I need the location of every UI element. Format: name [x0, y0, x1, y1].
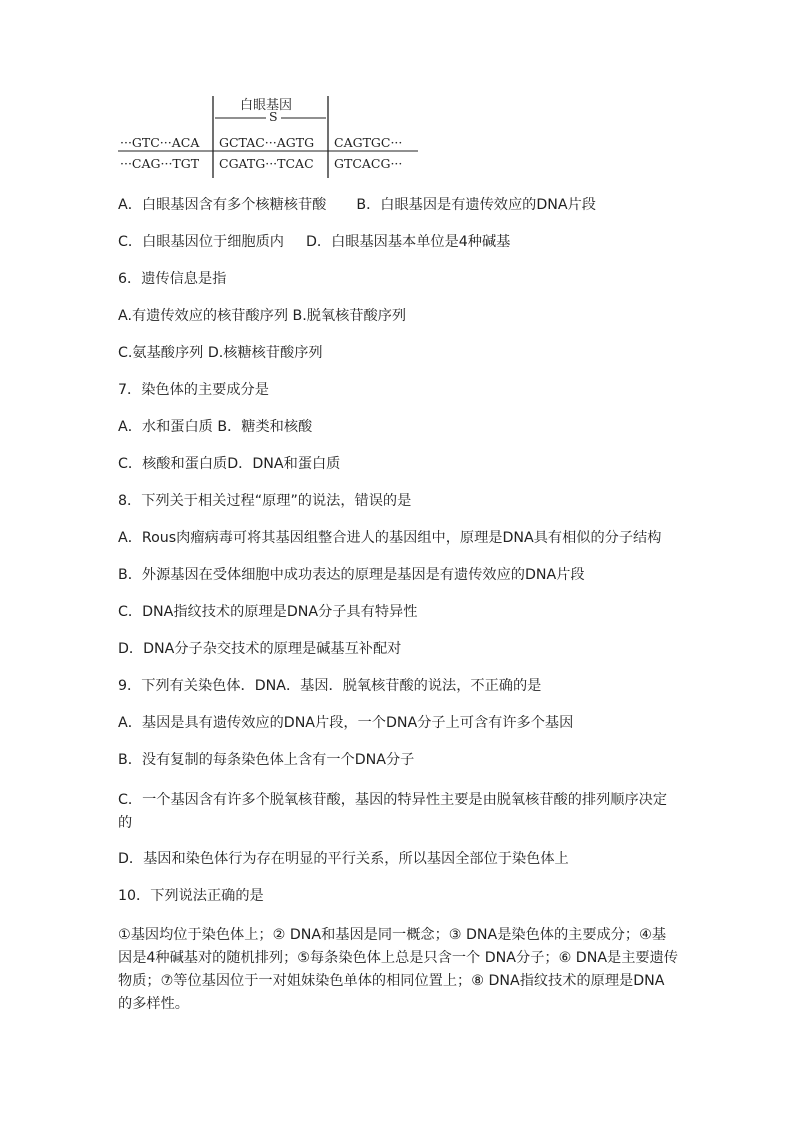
white-eye-gene-label: 白眼基因: [240, 98, 293, 113]
q8-option-c: C．DNA指纹技术的原理是DNA分子具有特异性: [118, 604, 418, 620]
gene-diagram: [118, 94, 418, 180]
q5-option-d: D．白眼基因基本单位是4种碱基: [305, 234, 511, 250]
q5-option-b: B．白眼基因是有遗传效应的DNA片段: [356, 197, 596, 213]
q8-option-a: A．Rous肉瘤病毒可将其基因组整合进人的基因组中，原理是DNA具有相似的分子结构: [118, 530, 662, 546]
s-segment-label: S: [269, 109, 278, 124]
q9-option-a: A．基因是具有遗传效应的DNA片段，一个DNA分子上可含有许多个基因: [118, 715, 574, 731]
q7-stem: 7．染色体的主要成分是: [118, 382, 269, 398]
strand1-left: ···GTC···ACA: [120, 135, 200, 150]
q9-stem: 9．下列有关染色体．DNA．基因．脱氧核苷酸的说法，不正确的是: [118, 678, 542, 694]
q5-options-cd: [118, 233, 510, 252]
q6-options-cd: C.氨基酸序列 D.核糖核苷酸序列: [118, 345, 323, 361]
q10-stem: 10．下列说法正确的是: [118, 888, 264, 904]
strand2-gene: CGATG···TCAC: [219, 156, 314, 171]
q5-option-a: A．白眼基因含有多个核糖核苷酸: [118, 197, 327, 213]
q8-stem: 8．下列关于相关过程“原理”的说法，错误的是: [118, 493, 412, 509]
q9-option-b: B．没有复制的每条染色体上含有一个DNA分子: [118, 752, 415, 768]
q9-option-c: C．一个基因含有许多个脱氧核苷酸，基因的特异性主要是由脱氧核苷酸的排列顺序决定的: [118, 792, 668, 831]
q6-stem: 6．遗传信息是指: [118, 271, 227, 287]
q10-statements: ①基因均位于染色体上；② DNA和基因是同一概念；③ DNA是染色体的主要成分；④基因是4种碱基对的随机排列；⑤每条染色体上总是只含一个 DNA分子；⑥ DNA是主要遗传物质；⑦等位基因位于一对姐妹染色单体的相同位置上；⑧ DNA指纹技术的原理是DNA的多样性。: [118, 927, 678, 1012]
q9-option-d: D．基因和染色体行为存在明显的平行关系，所以基因全部位于染色体上: [118, 851, 569, 867]
q6-options-ab: A.有遗传效应的核苷酸序列 B.脱氧核苷酸序列: [118, 308, 407, 324]
strand1-gene: GCTAC···AGTG: [219, 135, 315, 150]
strand1-right: CAGTGC···: [334, 135, 403, 150]
q7-options-ab: A．水和蛋白质 B．糖类和核酸: [118, 419, 313, 435]
strand2-left: ···CAG···TGT: [120, 156, 200, 171]
q5-options-ab: [118, 196, 596, 215]
q8-option-d: D．DNA分子杂交技术的原理是碱基互补配对: [118, 641, 402, 657]
q5-option-c: C．白眼基因位于细胞质内: [118, 234, 284, 250]
q7-options-cd: C．核酸和蛋白质D．DNA和蛋白质: [118, 456, 341, 472]
q8-option-b: B．外源基因在受体细胞中成功表达的原理是基因是有遗传效应的DNA片段: [118, 567, 585, 583]
strand2-right: GTCACG···: [334, 156, 403, 171]
